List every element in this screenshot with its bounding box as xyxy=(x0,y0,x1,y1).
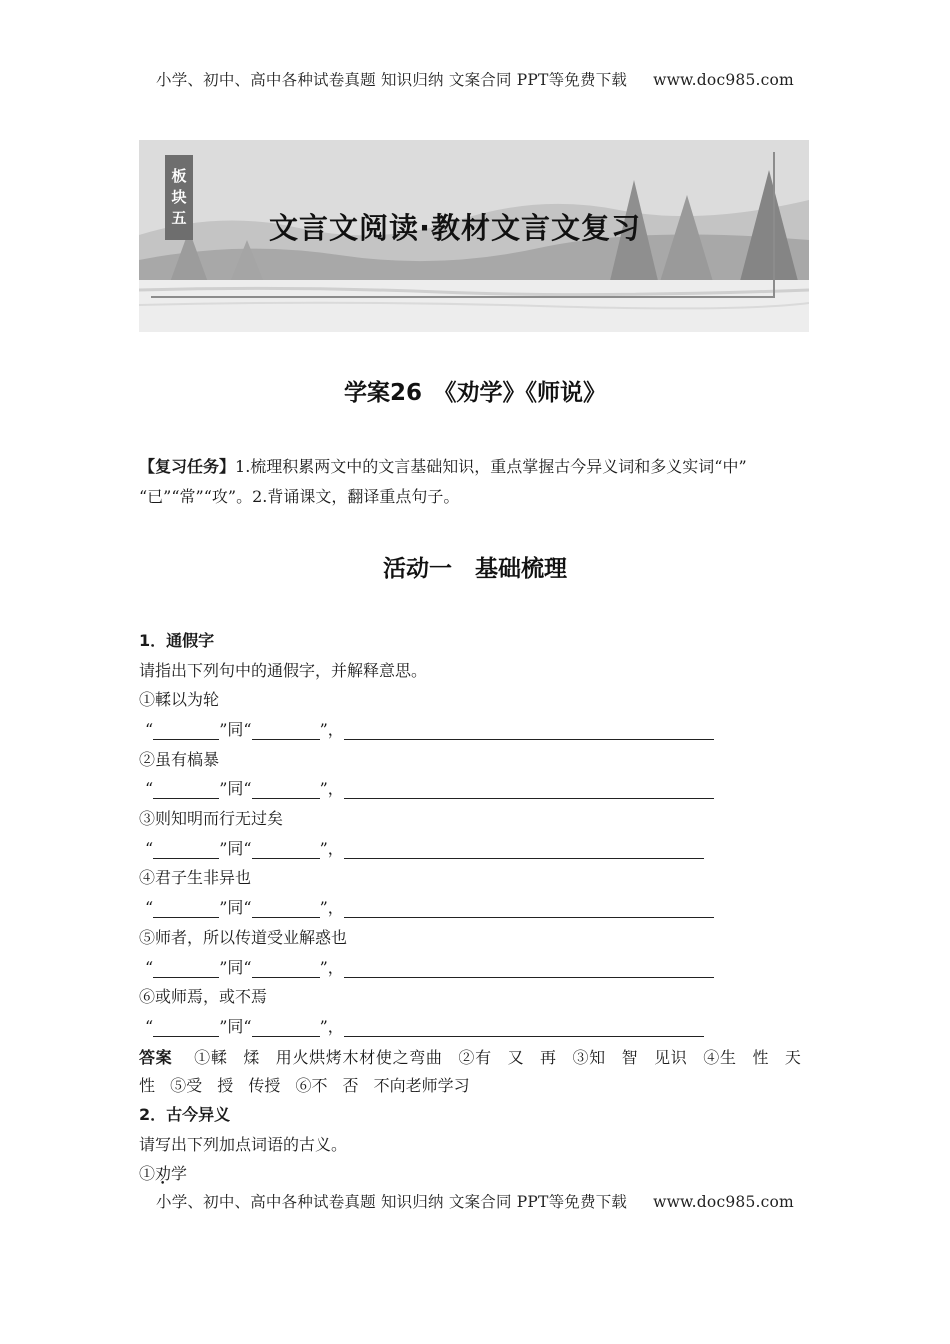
item-rest: 学 xyxy=(171,1164,188,1183)
blank-meaning[interactable] xyxy=(344,961,714,978)
blank-char[interactable] xyxy=(153,782,219,799)
page-header xyxy=(0,68,950,90)
answer-item: ②有 xyxy=(458,1048,492,1067)
answer-item: 智 xyxy=(621,1048,639,1067)
answer-item: 传授 xyxy=(248,1076,281,1095)
blank-original[interactable] xyxy=(252,782,320,799)
blank-meaning[interactable] xyxy=(344,901,714,918)
blank-original[interactable] xyxy=(252,842,320,859)
answer-line-1 xyxy=(139,1044,811,1072)
answer-item: 见识 xyxy=(654,1048,688,1067)
answer-item: ①輮 xyxy=(194,1048,228,1067)
fill-blank-row xyxy=(145,720,714,740)
answer-item: ③知 xyxy=(572,1048,606,1067)
item-sentence: ①輮以为轮 xyxy=(139,690,220,709)
answer-item: 性 xyxy=(139,1076,156,1095)
blank-char[interactable] xyxy=(153,901,219,918)
same-as: ”同“ xyxy=(219,720,252,739)
open-quote: “ xyxy=(145,898,154,917)
answer-item: 又 xyxy=(507,1048,525,1067)
answer-item: ⑤受 xyxy=(170,1076,203,1095)
blank-original[interactable] xyxy=(252,723,320,740)
same-as: ”同“ xyxy=(219,898,252,917)
open-quote: “ xyxy=(145,720,154,739)
same-as: ”同“ xyxy=(219,839,252,858)
item-prefix: ① xyxy=(139,1164,156,1183)
task-label: 【复习任务】 xyxy=(139,457,236,476)
answer-label: 答案 xyxy=(139,1048,173,1067)
header-site: www.doc985.com xyxy=(653,71,794,89)
banner-tag-char: 板 xyxy=(171,167,187,185)
document-title: 学案26 《劝学》《师说》 xyxy=(343,380,606,406)
blank-original[interactable] xyxy=(252,1020,320,1037)
dotted-word: 劝 xyxy=(155,1164,172,1183)
answer-item: 再 xyxy=(540,1048,557,1067)
open-quote: “ xyxy=(145,1017,154,1036)
fill-blank-row xyxy=(145,958,714,978)
close-quote: ”， xyxy=(319,839,344,858)
close-quote: ”， xyxy=(319,898,344,917)
answer-item: 授 xyxy=(217,1076,234,1095)
item-sentence: ⑤师者，所以传道受业解惑也 xyxy=(139,928,348,947)
fill-blank-row xyxy=(145,779,714,799)
answer-item: ⑥不 xyxy=(295,1076,328,1095)
same-as: ”同“ xyxy=(219,1017,252,1036)
footer-text: 小学、初中、高中各种试卷真题 知识归纳 文案合同 PPT等免费下载 xyxy=(156,1193,628,1211)
part2-item-1 xyxy=(139,1164,187,1184)
answer-item: ④生 xyxy=(703,1048,737,1067)
banner-tag-char: 五 xyxy=(171,209,187,227)
close-quote: ”， xyxy=(319,958,344,977)
blank-meaning[interactable] xyxy=(344,842,704,859)
header-text: 小学、初中、高中各种试卷真题 知识归纳 文案合同 PPT等免费下载 xyxy=(156,71,628,89)
blank-char[interactable] xyxy=(153,723,219,740)
blank-original[interactable] xyxy=(252,901,320,918)
open-quote: “ xyxy=(145,958,154,977)
blank-meaning[interactable] xyxy=(344,723,714,740)
answer-item: 用火烘烤木材使之弯曲 xyxy=(275,1048,443,1067)
task-line-2: “已”“常”“攻”。2.背诵课文，翻译重点句子。 xyxy=(139,487,460,506)
answer-item: 不向老师学习 xyxy=(373,1076,470,1095)
item-sentence: ②虽有槁暴 xyxy=(139,750,220,769)
part2-heading: 2．古今异义 xyxy=(139,1105,231,1124)
page-footer xyxy=(0,1190,950,1212)
item-sentence: ③则知明而行无过矣 xyxy=(139,809,284,828)
part2-instruction: 请写出下列加点词语的古义。 xyxy=(139,1135,348,1154)
close-quote: ”， xyxy=(319,779,344,798)
item-sentence: ⑥或师焉，或不焉 xyxy=(139,987,268,1006)
same-as: ”同“ xyxy=(219,779,252,798)
part1-heading: 1．通假字 xyxy=(139,631,215,650)
fill-blank-row xyxy=(145,839,704,859)
blank-char[interactable] xyxy=(153,1020,219,1037)
same-as: ”同“ xyxy=(219,958,252,977)
blank-char[interactable] xyxy=(153,961,219,978)
task-line-1: 1.梳理积累两文中的文言基础知识，重点掌握古今异义词和多义实词“中” xyxy=(235,457,747,476)
answer-item: 天 xyxy=(784,1048,801,1067)
answer-item: 性 xyxy=(752,1048,770,1067)
banner-tag-char: 块 xyxy=(171,188,187,206)
blank-meaning[interactable] xyxy=(344,1020,704,1037)
blank-char[interactable] xyxy=(153,842,219,859)
part1-instruction: 请指出下列句中的通假字，并解释意思。 xyxy=(139,661,428,680)
banner-tag xyxy=(165,155,193,240)
review-task xyxy=(139,452,811,512)
close-quote: ”， xyxy=(319,720,344,739)
fill-blank-row xyxy=(145,898,714,918)
close-quote: ”， xyxy=(319,1017,344,1036)
banner-title: 文言文阅读·教材文言文复习 xyxy=(269,211,642,245)
answer-item: 煣 xyxy=(243,1048,260,1067)
section-banner xyxy=(139,140,809,332)
blank-meaning[interactable] xyxy=(344,782,714,799)
answer-line-2 xyxy=(139,1072,480,1100)
footer-site: www.doc985.com xyxy=(653,1193,794,1211)
open-quote: “ xyxy=(145,779,154,798)
open-quote: “ xyxy=(145,839,154,858)
answer-item: 否 xyxy=(342,1076,359,1095)
blank-original[interactable] xyxy=(252,961,320,978)
fill-blank-row xyxy=(145,1017,704,1037)
item-sentence: ④君子生非异也 xyxy=(139,868,252,887)
section-title: 活动一 基础梳理 xyxy=(383,556,567,582)
